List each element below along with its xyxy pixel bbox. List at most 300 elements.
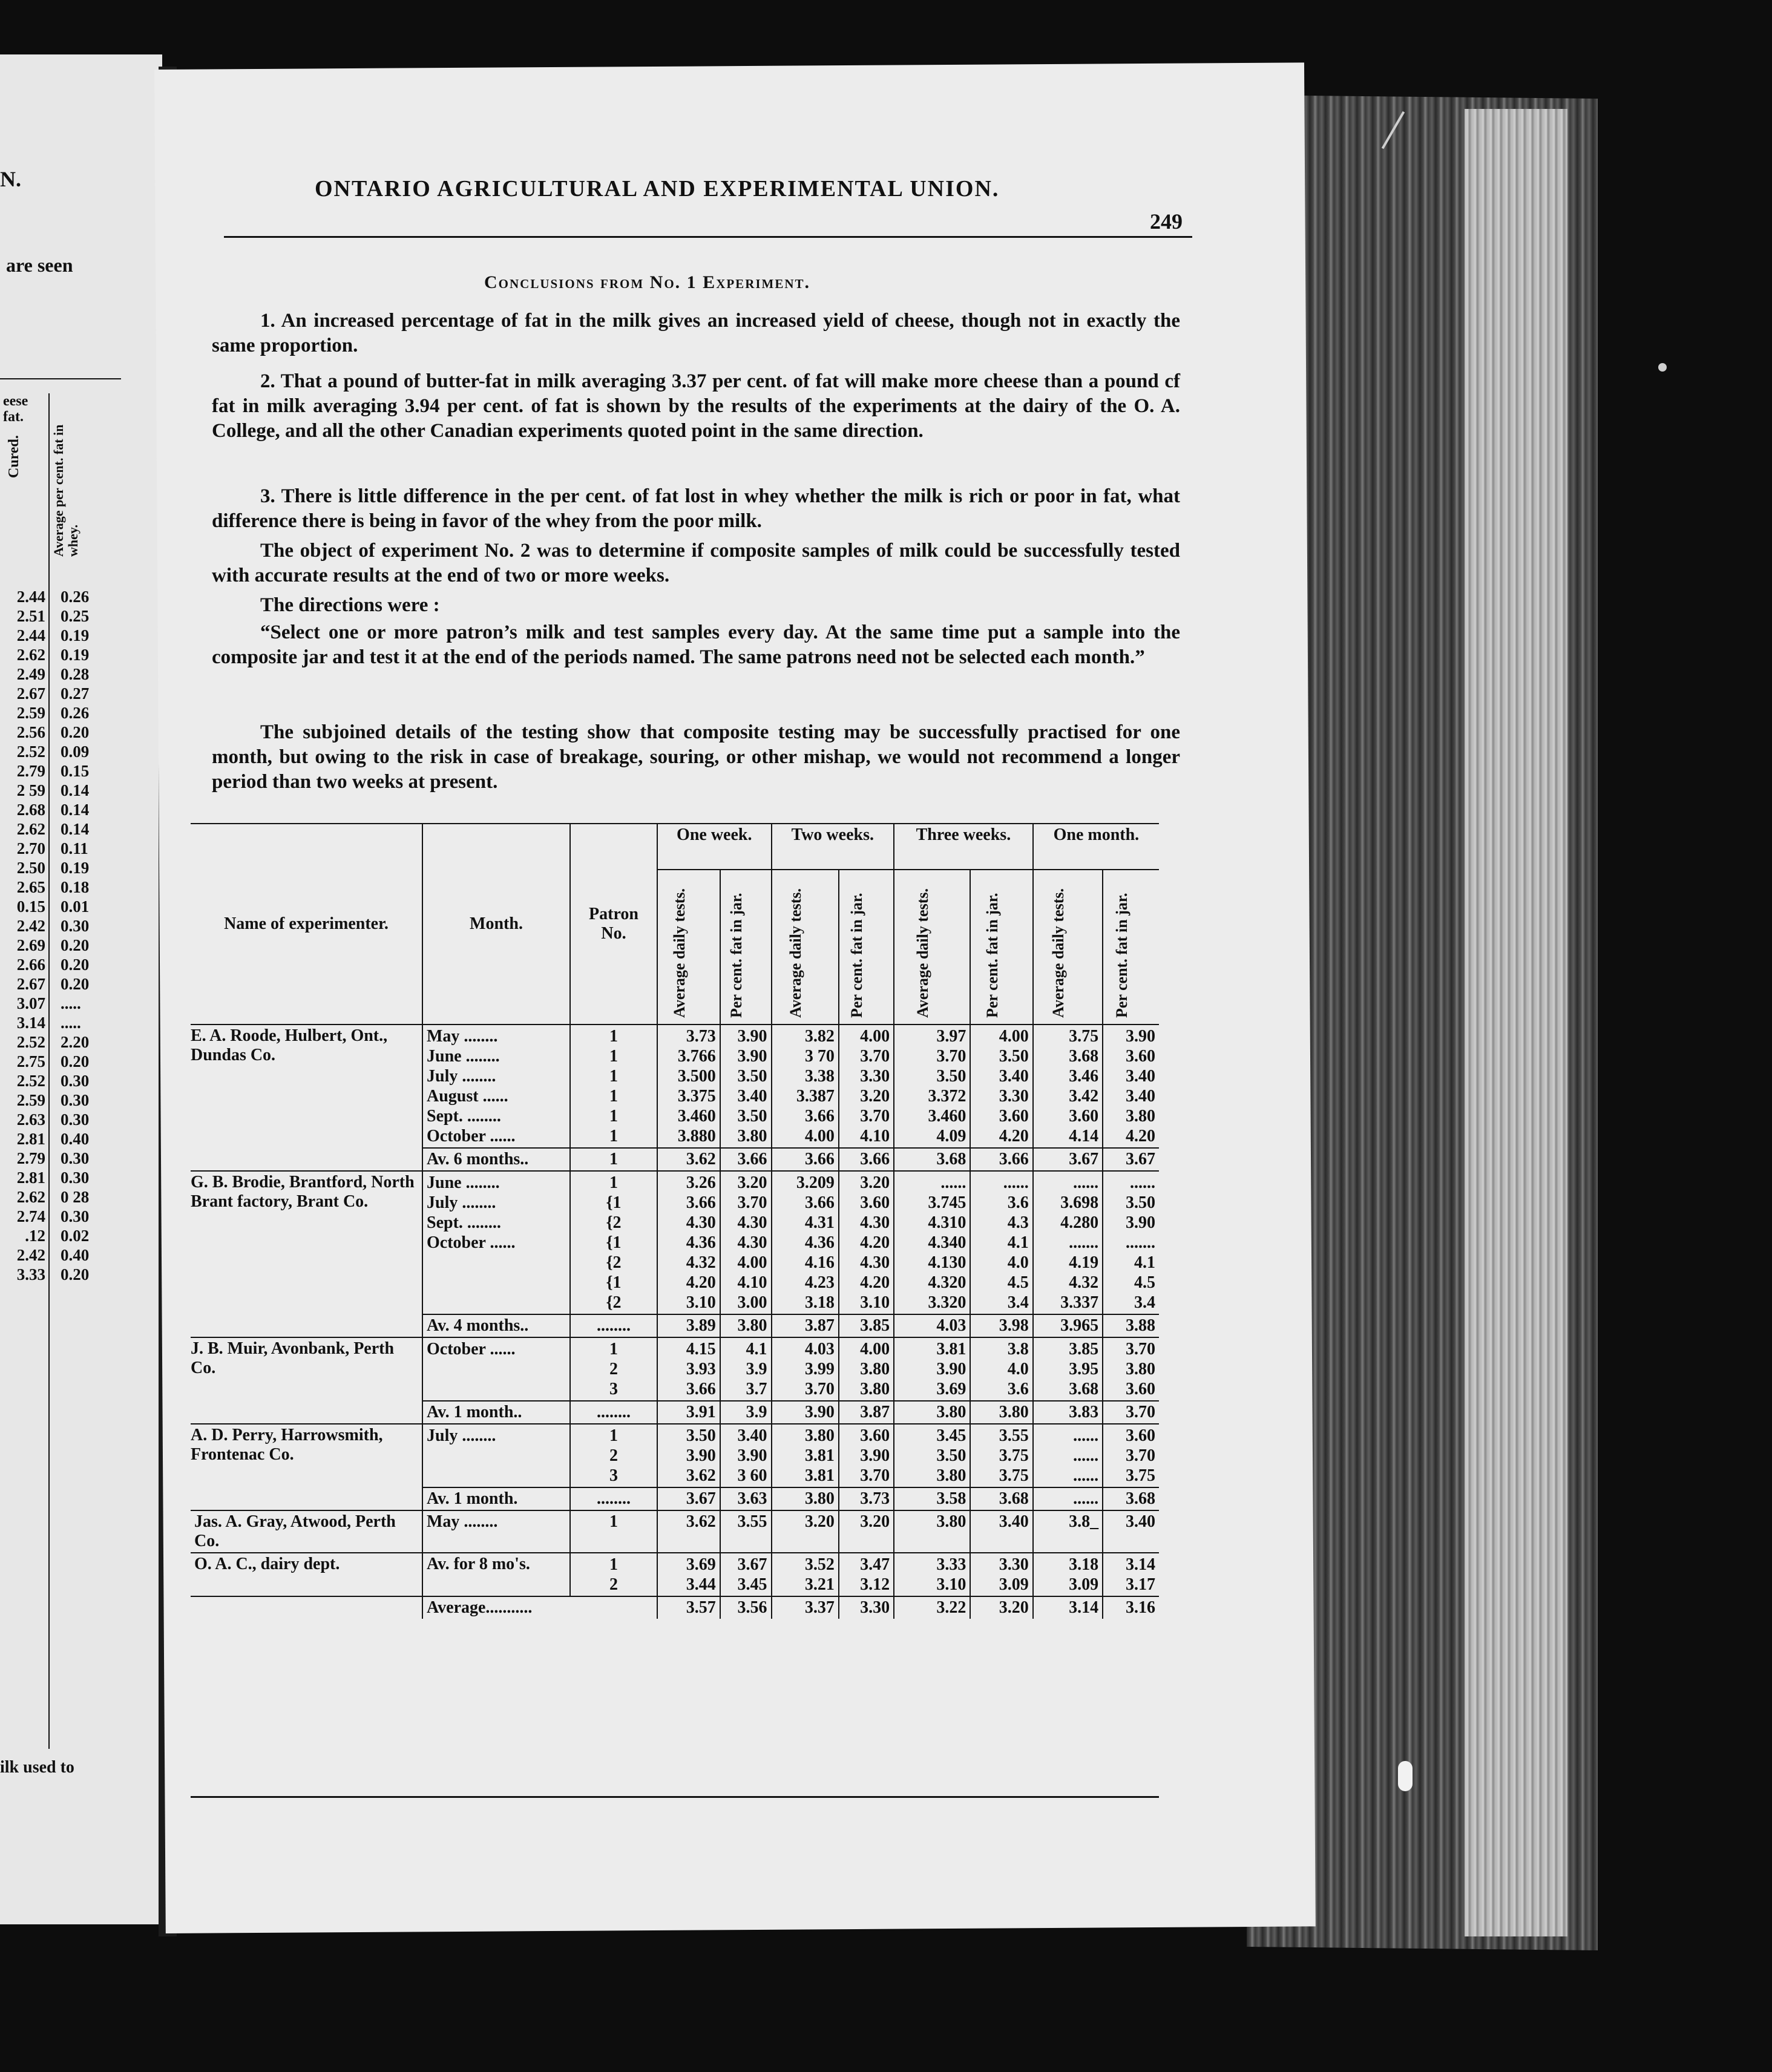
value-cell-value: 3.80 <box>737 1127 767 1146</box>
value-cell <box>839 1553 894 1596</box>
value-cell-value: 4.14 <box>1069 1127 1099 1146</box>
value-cell <box>720 1337 772 1401</box>
month-cell-value: August ...... <box>427 1087 508 1106</box>
prev-col-head-1: eese fat. <box>3 393 28 425</box>
value-cell-value: 3.9 <box>746 1360 767 1379</box>
value-cell-value: 3.70 <box>936 1047 966 1066</box>
month-cell-value: May ........ <box>427 1027 498 1046</box>
value-cell-value: 3.880 <box>677 1127 716 1146</box>
prev-whey-value: 0.09 <box>61 743 90 761</box>
value-cell-value: 3.745 <box>928 1193 966 1212</box>
average-value: 3.70 <box>1103 1401 1159 1424</box>
average-value: 3.66 <box>970 1148 1032 1171</box>
patron-cell-value: {1 <box>606 1233 622 1252</box>
value-cell <box>1033 1337 1103 1401</box>
prev-whey-value: 0.01 <box>61 897 90 916</box>
value-cell: 3.20 <box>772 1510 839 1553</box>
average-value: 3.66 <box>720 1148 772 1171</box>
value-cell-value: 3.50 <box>936 1446 966 1465</box>
value-cell-value: 4.15 <box>686 1340 716 1359</box>
sub-header-avg-1: Average daily tests. <box>657 870 720 1025</box>
value-cell <box>1103 1553 1159 1596</box>
prev-cured-value: 2.50 <box>16 859 45 877</box>
patron-cell-value: 3 <box>609 1466 618 1485</box>
value-cell-value: 3.20 <box>737 1173 767 1192</box>
average-value: 3.9 <box>720 1401 772 1424</box>
patron-cell-value: 2 <box>609 1575 618 1594</box>
value-cell-value: 3.18 <box>1069 1555 1099 1574</box>
value-cell <box>1033 1025 1103 1148</box>
patron-cell-value: 1 <box>609 1107 618 1126</box>
value-cell-value: ...... <box>1073 1173 1099 1192</box>
value-cell-value: 3.33 <box>936 1555 966 1574</box>
patron-cell-value: 1 <box>609 1555 618 1574</box>
value-cell-value: 3 70 <box>804 1047 835 1066</box>
paragraph-6: “Select one or more patron’s milk and test samples every day. At the same time put a sample into the composite jar and test it at the end of the periods named. The same patrons need not be selected each month.” <box>212 621 1180 668</box>
prev-whey-value: 0.14 <box>61 801 90 819</box>
value-cell-value: 3.10 <box>860 1293 890 1312</box>
sub-header-jar-3: Per cent. fat in jar. <box>970 870 1032 1025</box>
prev-whey-value: 0.20 <box>61 723 90 741</box>
prev-cured-value: 2.59 <box>16 1091 45 1109</box>
previous-page <box>0 54 162 1924</box>
value-cell-value: 3.4 <box>1007 1293 1029 1312</box>
prev-cured-value: 2.81 <box>16 1169 45 1187</box>
patron-cell-value: 1 <box>609 1340 618 1359</box>
prev-cured-value: 3.07 <box>16 994 45 1012</box>
value-cell-value: 4.310 <box>928 1213 966 1232</box>
value-cell-value: 3.14 <box>1126 1555 1155 1574</box>
book-page-edges-light <box>1465 109 1567 1936</box>
value-cell <box>1103 1337 1159 1401</box>
patron-cell-value: 3 <box>609 1380 618 1398</box>
final-average-label: Average........... <box>422 1596 657 1619</box>
value-cell-value: 3.55 <box>999 1426 1029 1445</box>
experimenter-name: J. B. Muir, Avonbank, Perth Co. <box>191 1339 395 1377</box>
value-cell-value: 4.5 <box>1007 1273 1029 1292</box>
value-cell-value: 3.75 <box>999 1446 1029 1465</box>
prev-whey-value: 0.26 <box>61 588 90 606</box>
value-cell <box>894 1025 970 1148</box>
prev-cured-value: 2.75 <box>16 1052 45 1070</box>
value-cell-value: 3.60 <box>1126 1380 1155 1398</box>
prev-cured-value: 2.52 <box>16 743 45 761</box>
prev-whey-value: 0.20 <box>61 956 90 974</box>
prev-cured-value: 0.15 <box>16 897 45 916</box>
col-header-one-month: One month. <box>1033 824 1159 870</box>
table-row-data <box>191 1025 1159 1148</box>
value-cell <box>970 1424 1032 1487</box>
value-cell-value: 3.80 <box>1126 1360 1155 1379</box>
value-cell-value: ...... <box>940 1173 966 1192</box>
average-value: 3.80 <box>894 1401 970 1424</box>
value-cell: 3.8_ <box>1033 1510 1103 1553</box>
value-cell-value: 3.12 <box>860 1575 890 1594</box>
prev-cured-value: 2.44 <box>16 588 45 606</box>
prev-whey-value: 0.30 <box>61 1169 90 1187</box>
value-cell <box>839 1171 894 1314</box>
average-label: Av. 1 month. <box>422 1487 570 1510</box>
value-cell-value: 3.62 <box>686 1466 716 1485</box>
value-cell <box>657 1553 720 1596</box>
prev-whey-value: 0.28 <box>61 665 90 683</box>
value-cell-value: 3.40 <box>1126 1067 1155 1086</box>
value-cell-value: 3.66 <box>804 1107 835 1126</box>
value-cell-value: 3.70 <box>1126 1340 1155 1359</box>
sub-header-avg-3: Average daily tests. <box>894 870 970 1025</box>
prev-whey-value: 0.27 <box>61 684 90 703</box>
prev-whey-value: 0.19 <box>61 646 90 664</box>
header-rule <box>224 236 1192 238</box>
value-cell: 3.40 <box>1103 1510 1159 1553</box>
value-cell-value: 3.67 <box>737 1555 767 1574</box>
table-row-data <box>191 1171 1159 1314</box>
value-cell-value: 3.45 <box>737 1575 767 1594</box>
average-value: 3.63 <box>720 1487 772 1510</box>
value-cell <box>894 1553 970 1596</box>
average-value: 3.87 <box>839 1401 894 1424</box>
value-cell-value: 3.09 <box>999 1575 1029 1594</box>
experimenter-name: E. A. Roode, Hulbert, Ont., Dundas Co. <box>191 1026 388 1064</box>
paragraph-7: The subjoined details of the testing show that composite testing may be successfully practised for one month, but owing to the risk in case of breakage, souring, or other mishap, we would not recommend a longer period than two weeks at present. <box>212 721 1180 793</box>
value-cell-value: 3.50 <box>1126 1193 1155 1212</box>
paragraph-3: 3. There is little difference in the per cent. of fat lost in whey whether the milk is rich or poor in fat, what difference there is being in favor of the whey from the poor milk. <box>212 485 1180 532</box>
prev-cured-value: 3.33 <box>16 1265 45 1284</box>
value-cell-value: 3.90 <box>737 1446 767 1465</box>
value-cell-value: 3.66 <box>686 1193 716 1212</box>
patron-cell <box>570 1424 657 1487</box>
prev-whey-value: 0.02 <box>61 1227 90 1245</box>
prev-cured-value: 2.74 <box>16 1207 45 1225</box>
value-cell-value: 3.90 <box>737 1027 767 1046</box>
value-cell <box>720 1553 772 1596</box>
value-cell-value: 4.10 <box>860 1127 890 1146</box>
sub-header-avg-2: Average daily tests. <box>772 870 839 1025</box>
prev-whey-value: 0.20 <box>61 936 90 954</box>
value-cell-value: 3.26 <box>686 1173 716 1192</box>
month-cell-value: July ........ <box>427 1193 496 1212</box>
value-cell-value: 3.90 <box>1126 1027 1155 1046</box>
final-average-value: 3.37 <box>772 1596 839 1619</box>
value-cell-value: 3.80 <box>936 1466 966 1485</box>
prev-cured-value: 2.59 <box>16 704 45 722</box>
average-value: 3.68 <box>1103 1487 1159 1510</box>
value-cell-value: 3.500 <box>677 1067 716 1086</box>
prev-whey-value: 0.30 <box>61 1072 90 1090</box>
value-cell-value: 4.130 <box>928 1253 966 1272</box>
value-cell-value: 3.50 <box>999 1047 1029 1066</box>
value-cell-value: 4.30 <box>737 1233 767 1252</box>
value-cell-value: 3.40 <box>737 1426 767 1445</box>
prev-whey-value: ..... <box>61 994 81 1012</box>
value-cell-value: 3.17 <box>1126 1575 1155 1594</box>
month-cell <box>422 1171 570 1314</box>
prev-cured-value: 2.62 <box>16 646 45 664</box>
average-value: 3.80 <box>970 1401 1032 1424</box>
prev-text-fragment: are seen <box>6 254 73 276</box>
value-cell <box>1103 1424 1159 1487</box>
value-cell-value: 4.320 <box>928 1273 966 1292</box>
value-cell-value: 4.340 <box>928 1233 966 1252</box>
patron-cell-value: {1 <box>606 1273 622 1292</box>
value-cell-value: 3.50 <box>737 1067 767 1086</box>
value-cell-value: 3.10 <box>936 1575 966 1594</box>
prev-cured-value: 3.14 <box>16 1014 45 1032</box>
month-cell-value: October ...... <box>427 1233 516 1252</box>
average-value: 4.03 <box>894 1314 970 1337</box>
value-cell-value: 3.209 <box>796 1173 835 1192</box>
value-cell-value: 4.03 <box>804 1340 835 1359</box>
value-cell-value: 3.80 <box>860 1380 890 1398</box>
average-patron: ........ <box>570 1487 657 1510</box>
value-cell-value: 3.81 <box>804 1446 835 1465</box>
value-cell-value: 3.75 <box>999 1466 1029 1485</box>
average-value: 3.68 <box>894 1148 970 1171</box>
value-cell-value: 4.5 <box>1134 1273 1155 1292</box>
value-cell-value: 4.00 <box>999 1027 1029 1046</box>
prev-whey-value: 0.40 <box>61 1130 90 1148</box>
value-cell-value: 3.50 <box>936 1067 966 1086</box>
patron-cell <box>570 1025 657 1148</box>
average-value: 3.67 <box>657 1487 720 1510</box>
value-cell <box>1033 1553 1103 1596</box>
value-cell <box>772 1025 839 1148</box>
value-cell-value: 3.460 <box>928 1107 966 1126</box>
paragraph-4: The object of experiment No. 2 was to determine if composite samples of milk could be successfully tested with accurate results at the end of two or more weeks. <box>212 540 1180 586</box>
prev-whey-value: 2.20 <box>61 1033 90 1051</box>
value-cell-value: 3.00 <box>737 1293 767 1312</box>
value-cell-value: 3.60 <box>860 1426 890 1445</box>
prev-whey-value: 0.15 <box>61 762 90 780</box>
prev-cured-value: 2.52 <box>16 1033 45 1051</box>
value-cell <box>1103 1025 1159 1148</box>
average-value: 3.68 <box>970 1487 1032 1510</box>
section-title: Conclusions from No. 1 Experiment. <box>484 272 811 292</box>
value-cell <box>839 1025 894 1148</box>
value-cell <box>657 1025 720 1148</box>
prev-whey-value: 0.19 <box>61 626 90 644</box>
value-cell-value: 3.30 <box>999 1555 1029 1574</box>
month-cell: Av. for 8 mo's. <box>422 1553 570 1596</box>
value-cell-value: ...... <box>1130 1173 1155 1192</box>
average-value: 3.87 <box>772 1314 839 1337</box>
prev-col-whey <box>61 587 115 1284</box>
prev-cured-value: 2.42 <box>16 917 45 935</box>
table-bottom-rule <box>191 1796 1159 1798</box>
value-cell <box>657 1171 720 1314</box>
value-cell-value: ...... <box>1073 1446 1099 1465</box>
value-cell-value: 4.3 <box>1007 1213 1029 1232</box>
value-cell-value: 3.70 <box>804 1380 835 1398</box>
value-cell-value: 3.09 <box>1069 1575 1099 1594</box>
average-patron: 1 <box>570 1148 657 1171</box>
value-cell-value: 3.8 <box>1007 1340 1029 1359</box>
patron-cell-value: {2 <box>606 1293 622 1312</box>
average-value: 3.89 <box>657 1314 720 1337</box>
value-cell-value: 4.09 <box>936 1127 966 1146</box>
patron-cell-value: {1 <box>606 1193 622 1212</box>
value-cell-value: 3.82 <box>804 1027 835 1046</box>
prev-whey-value: 0.18 <box>61 878 90 896</box>
sub-header-jar-4: Per cent. fat in jar. <box>1103 870 1159 1025</box>
value-cell-value: 3.93 <box>686 1360 716 1379</box>
prev-header-fragment: N. <box>0 167 21 191</box>
value-cell: 3.55 <box>720 1510 772 1553</box>
col-header-two-weeks: Two weeks. <box>772 824 894 870</box>
prev-cured-value: 2.70 <box>16 839 45 857</box>
value-cell <box>894 1424 970 1487</box>
value-cell-value: 3.70 <box>860 1466 890 1485</box>
value-cell <box>772 1337 839 1401</box>
value-cell: 3.20 <box>839 1510 894 1553</box>
value-cell-value: 3.4 <box>1134 1293 1155 1312</box>
value-cell-value: 3.21 <box>804 1575 835 1594</box>
value-cell-value: 4.1 <box>1007 1233 1029 1252</box>
value-cell-value: 4.0 <box>1007 1253 1029 1272</box>
scan-speck <box>1398 1761 1413 1791</box>
page-header-title: ONTARIO AGRICULTURAL AND EXPERIMENTAL UNION. <box>315 176 1000 202</box>
prev-footer-fragment: ilk used to <box>0 1758 74 1777</box>
prev-cured-value: 2.62 <box>16 1188 45 1206</box>
prev-col-cured <box>0 587 45 1284</box>
month-cell <box>422 1424 570 1487</box>
paragraph-5: The directions were : <box>260 594 440 616</box>
average-value: 3.98 <box>970 1314 1032 1337</box>
patron-cell-value: 1 <box>609 1173 618 1192</box>
value-cell-value: 3.20 <box>860 1087 890 1106</box>
prev-whey-value: 0.14 <box>61 820 90 838</box>
paragraph-1: 1. An increased percentage of fat in the milk gives an increased yield of cheese, though not in exactly the same proportion. <box>212 310 1180 356</box>
value-cell <box>970 1025 1032 1148</box>
average-value: 3.91 <box>657 1401 720 1424</box>
table-row-final-average <box>191 1596 1159 1619</box>
patron-cell <box>570 1337 657 1401</box>
average-label: Av. 6 months.. <box>422 1148 570 1171</box>
patron-cell-value: 2 <box>609 1446 618 1465</box>
prev-cured-value: 2.69 <box>16 936 45 954</box>
value-cell-value: ....... <box>1126 1233 1155 1252</box>
prev-whey-value: 0.20 <box>61 1265 90 1284</box>
value-cell-value: 3.75 <box>1069 1027 1099 1046</box>
value-cell-value: 3 60 <box>737 1466 767 1485</box>
average-value: 3.80 <box>720 1314 772 1337</box>
patron-cell-value: 1 <box>609 1047 618 1066</box>
value-cell-value: 3.68 <box>1069 1380 1099 1398</box>
prev-col-head-3: Average per cent. fat in whey. <box>51 424 80 557</box>
value-cell-value: 4.23 <box>804 1273 835 1292</box>
experimenter-name: Jas. A. Gray, Atwood, Perth Co. <box>194 1512 396 1550</box>
value-cell-value: 3.68 <box>1069 1047 1099 1066</box>
table-row-data <box>191 1510 1159 1553</box>
table-row-data <box>191 1424 1159 1487</box>
value-cell-value: 3.60 <box>999 1107 1029 1126</box>
average-value: 3.58 <box>894 1487 970 1510</box>
prev-whey-value: 0.30 <box>61 917 90 935</box>
value-cell <box>1033 1424 1103 1487</box>
value-cell-value: 3.60 <box>860 1193 890 1212</box>
patron-cell <box>570 1553 657 1596</box>
value-cell-value: 4.30 <box>686 1213 716 1232</box>
value-cell-value: 3.44 <box>686 1575 716 1594</box>
value-cell-value: 3.47 <box>860 1555 890 1574</box>
month-cell: May ........ <box>422 1510 570 1553</box>
value-cell <box>970 1171 1032 1314</box>
average-value: 3.67 <box>1103 1148 1159 1171</box>
value-cell-value: 3.50 <box>737 1107 767 1126</box>
month-cell <box>422 1337 570 1401</box>
prev-whey-value: 0.11 <box>61 839 88 857</box>
prev-whey-value: 0.19 <box>61 859 90 877</box>
patron-cell-value: 1 <box>609 1426 618 1445</box>
average-value: 3.80 <box>772 1487 839 1510</box>
value-cell-value: ...... <box>1073 1466 1099 1485</box>
table-row-data <box>191 1553 1159 1596</box>
final-average-value: 3.20 <box>970 1596 1032 1619</box>
table-row-data <box>191 1337 1159 1401</box>
value-cell-value: 3.46 <box>1069 1067 1099 1086</box>
value-cell <box>839 1424 894 1487</box>
value-cell-value: 3.90 <box>860 1446 890 1465</box>
col-header-one-week: One week. <box>657 824 772 870</box>
month-cell-value: October ...... <box>427 1340 516 1359</box>
value-cell-value: 3.50 <box>686 1426 716 1445</box>
value-cell <box>720 1424 772 1487</box>
value-cell-value: 3.52 <box>804 1555 835 1574</box>
value-cell-value: 3.90 <box>686 1446 716 1465</box>
average-value: ...... <box>1033 1487 1103 1510</box>
value-cell-value: 4.10 <box>737 1273 767 1292</box>
prev-cured-value: 2.65 <box>16 878 45 896</box>
average-patron: ........ <box>570 1401 657 1424</box>
value-cell-value: 3.90 <box>737 1047 767 1066</box>
value-cell-value: 3.80 <box>804 1426 835 1445</box>
value-cell-value: 3.40 <box>1126 1087 1155 1106</box>
month-cell-value: July ........ <box>427 1426 496 1445</box>
value-cell-value: 3.70 <box>860 1107 890 1126</box>
value-cell <box>772 1553 839 1596</box>
prev-cured-value: 2.81 <box>16 1130 45 1148</box>
prev-whey-value: 0.20 <box>61 1052 90 1070</box>
value-cell-value: 3.45 <box>936 1426 966 1445</box>
value-cell-value: 3.80 <box>860 1360 890 1379</box>
patron-cell: 1 <box>570 1510 657 1553</box>
value-cell <box>720 1025 772 1148</box>
prev-whey-value: 0.30 <box>61 1207 90 1225</box>
value-cell-value: 3.81 <box>936 1340 966 1359</box>
average-patron: ........ <box>570 1314 657 1337</box>
value-cell-value: 4.20 <box>999 1127 1029 1146</box>
experimenter-name: G. B. Brodie, Brantford, North Brant factory, Brant Co. <box>191 1173 415 1211</box>
value-cell-value: 3.10 <box>686 1293 716 1312</box>
sub-header-jar-1: Per cent. fat in jar. <box>720 870 772 1025</box>
prev-whey-value: 0 28 <box>61 1188 90 1206</box>
prev-cured-value: 2.63 <box>16 1110 45 1129</box>
value-cell-value: 3.99 <box>804 1360 835 1379</box>
value-cell-value: 4.00 <box>860 1027 890 1046</box>
prev-cured-value: .12 <box>25 1227 45 1245</box>
average-value: 3.88 <box>1103 1314 1159 1337</box>
value-cell-value: 3.7 <box>746 1380 767 1398</box>
value-cell-value: 3.766 <box>677 1047 716 1066</box>
final-average-value: 3.16 <box>1103 1596 1159 1619</box>
value-cell-value: 3.337 <box>1060 1293 1099 1312</box>
prev-whey-value: ..... <box>61 1014 81 1032</box>
value-cell-value: 3.38 <box>804 1067 835 1086</box>
value-cell <box>1033 1171 1103 1314</box>
value-cell-value: 3.460 <box>677 1107 716 1126</box>
final-average-value: 3.57 <box>657 1596 720 1619</box>
table-body <box>191 1025 1159 1619</box>
